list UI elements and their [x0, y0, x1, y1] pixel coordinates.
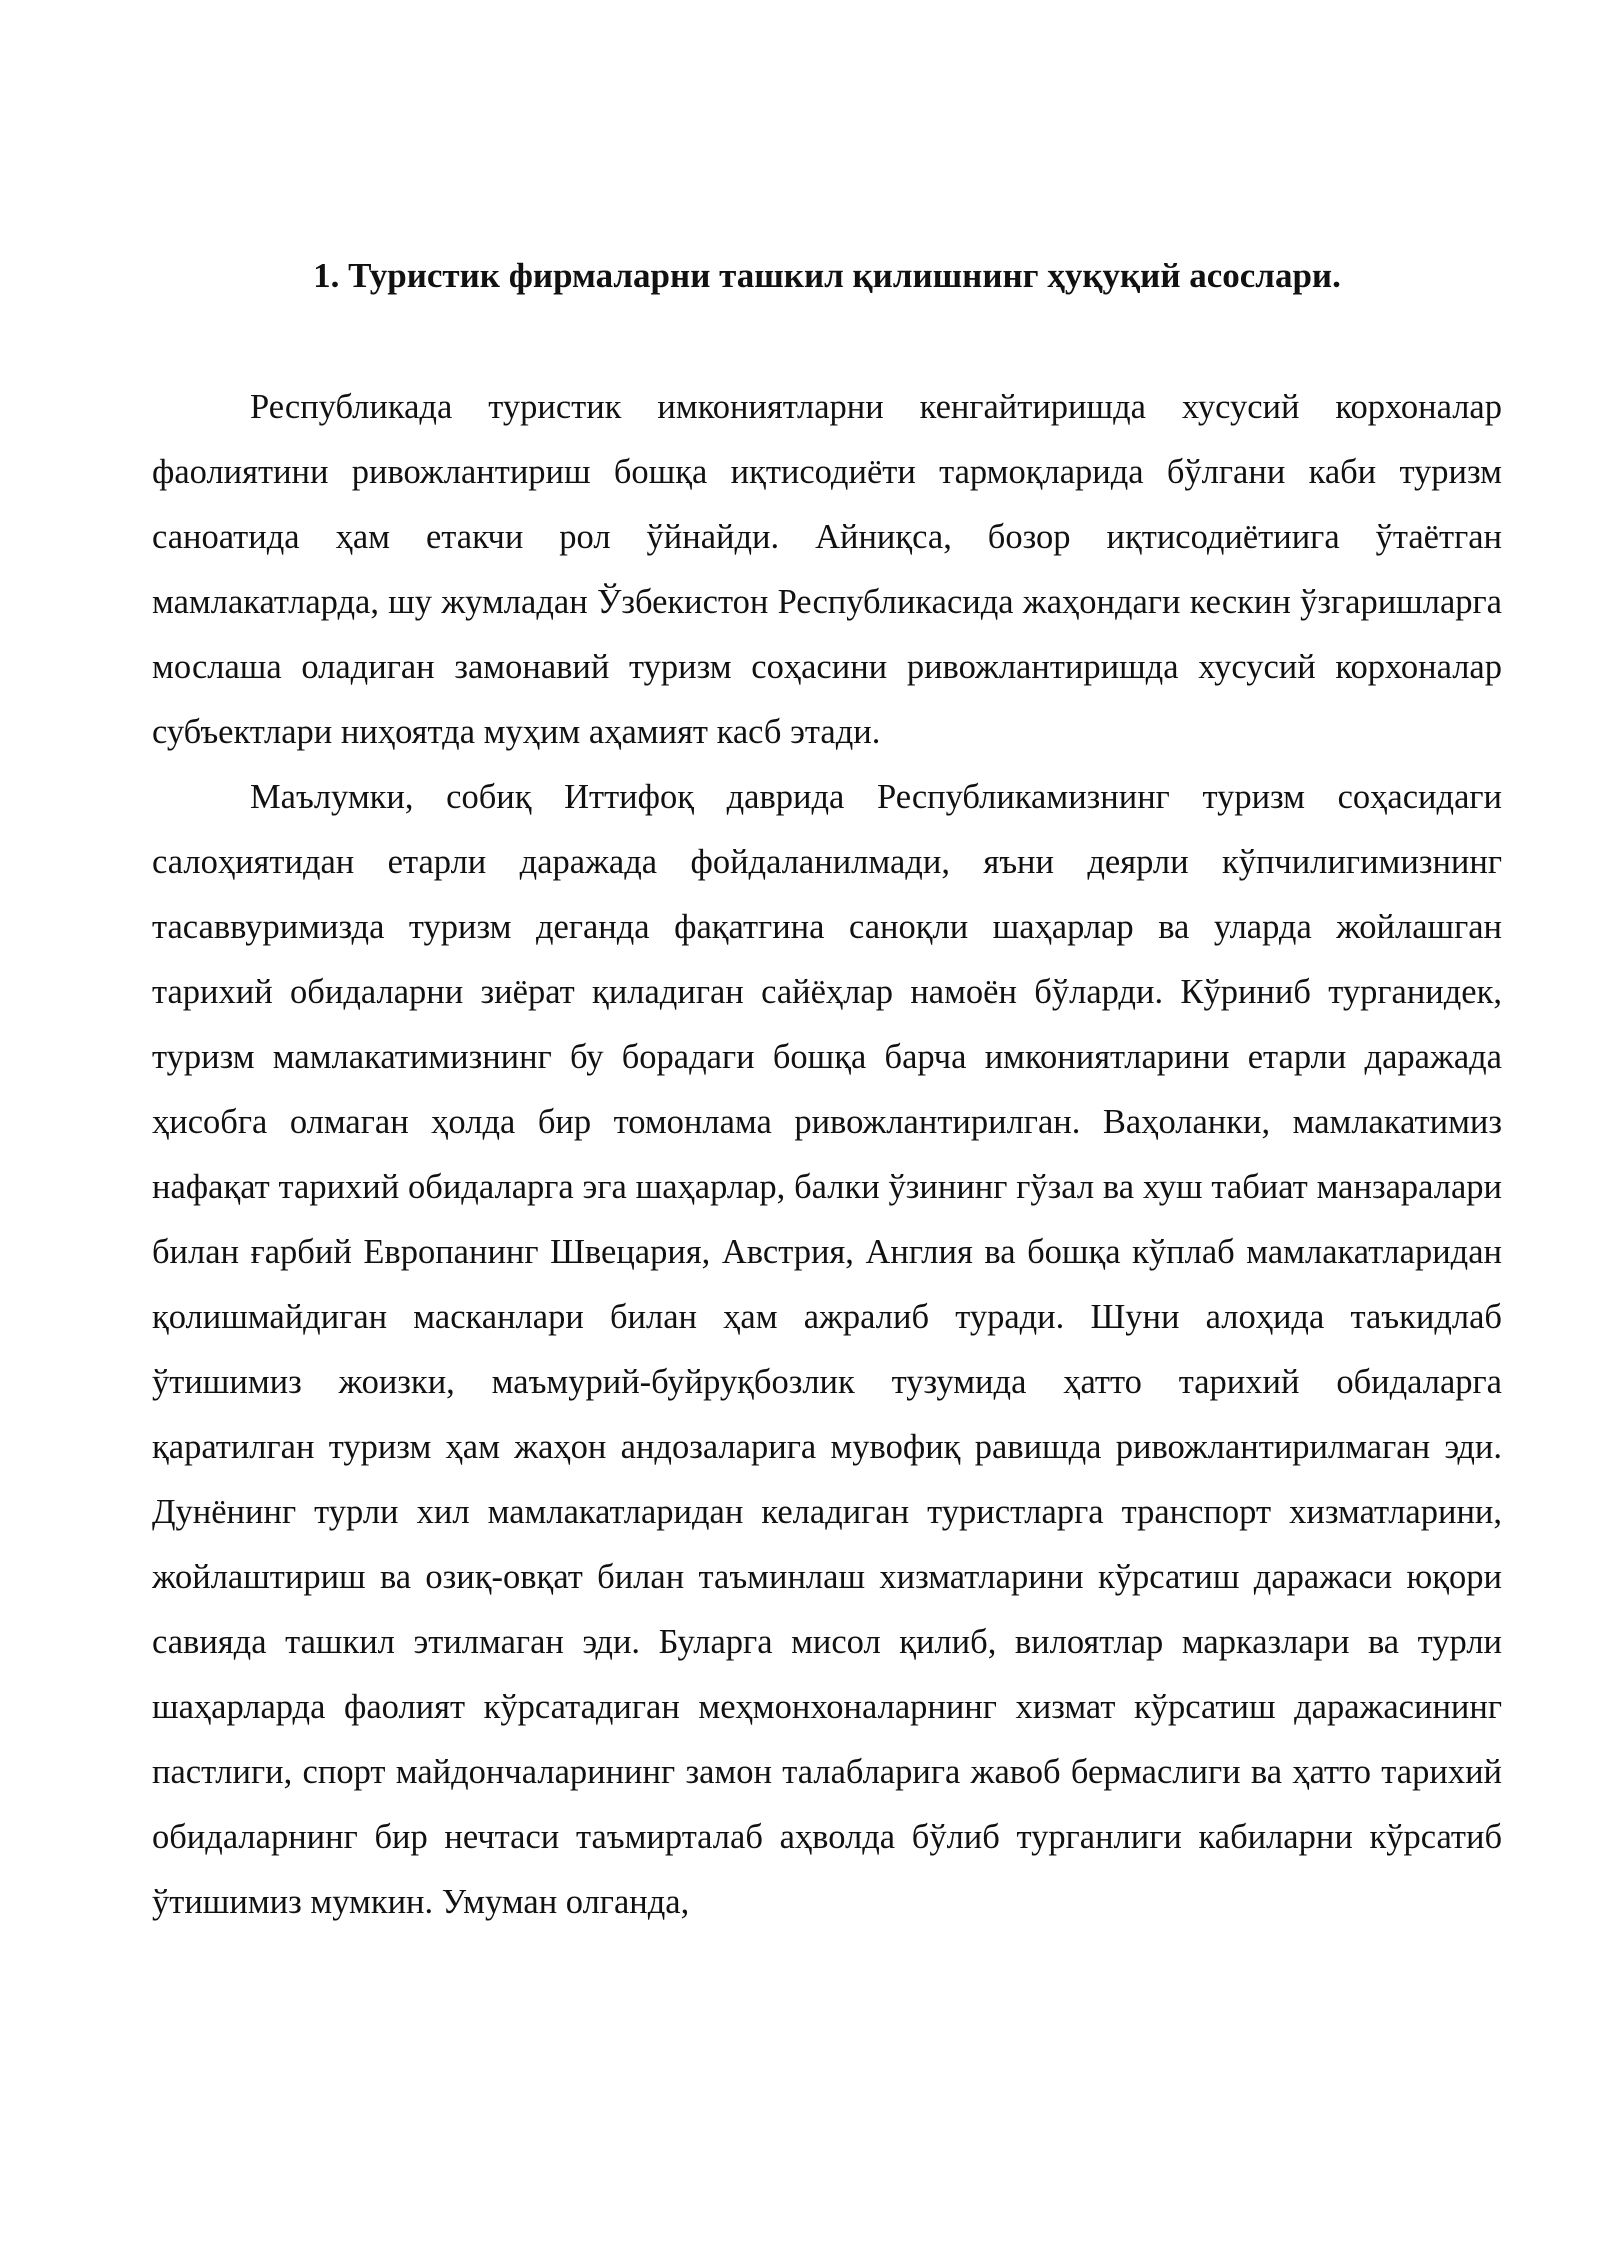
paragraph-2: Маълумки, собиқ Иттифоқ даврида Республикамизнинг туризм соҳасидаги салоҳиятидан етарли даражада фойдаланилмади, яъни деярли кўпчилигимизнинг тасаввуримизда туризм деганда фақатгина саноқли шаҳарлар ва уларда жойлашган тарихий обидаларни зиёрат қиладиган сайёҳлар намоён бўларди. Кўриниб турганидек, туризм мамлакатимизнинг бу борадаги бошқа барча имкониятларини етарли даражада ҳисобга олмаган ҳолда бир томонлама ривожлантирилган. Ваҳоланки, мамлакатимиз нафақат тарихий обидаларга эга шаҳарлар, балки ўзининг гўзал ва хуш табиат манзаралари билан ғарбий Европанинг Швецария, Австрия, Англия ва бошқа кўплаб мамлакатларидан қолишмайдиган масканлари билан ҳам ажралиб туради. Шуни алоҳида таъкидлаб ўтишимиз жоизки, маъмурий-буйруқбозлик тузумида ҳатто тарихий обидаларга қаратилган туризм ҳам жаҳон андозаларига мувофиқ равишда ривожлантирилмаган эди. Дунёнинг турли хил мамлакатларидан келадиган туристларга транспорт хизматларини, жойлаштириш ва озиқ-овқат билан таъминлаш хизматларини кўрсатиш даражаси юқори савияда ташкил этилмаган эди. Буларга мисол қилиб, вилоятлар марказлари ва турли шаҳарларда фаолият кўрсатадиган меҳмонхоналарнинг хизмат кўрсатиш даражасининг пастлиги, спорт майдончаларининг замон талабларига жавоб бермаслиги ва ҳатто тарихий обидаларнинг бир нечтаси таъмирталаб аҳволда бўлиб турганлиги кабиларни кўрсатиб ўтишимиз мумкин. Умуман олганда,: [152, 778, 1502, 1921]
section-heading: 1. Туристик фирмаларни ташкил қилишнинг ҳуқуқий асослари.: [313, 256, 1341, 295]
document-body: [152, 375, 1502, 1935]
paragraph-1: Республикада туристик имкониятларни кенгайтиришда хусусий корхоналар фаолиятини ривожлантириш бошқа иқтисодиёти тармоқларида бўлгани каби туризм саноатида ҳам етакчи рол ўйнайди. Айниқса, бозор иқтисодиётиига ўтаётган мамлакатларда, шу жумладан Ўзбекистон Республикасида жаҳондаги кескин ўзгаришларга мослаша оладиган замонавий туризм соҳасини ривожлантиришда хусусий корхоналар субъектлари ниҳоятда муҳим аҳамият касб этади.: [152, 388, 1502, 751]
